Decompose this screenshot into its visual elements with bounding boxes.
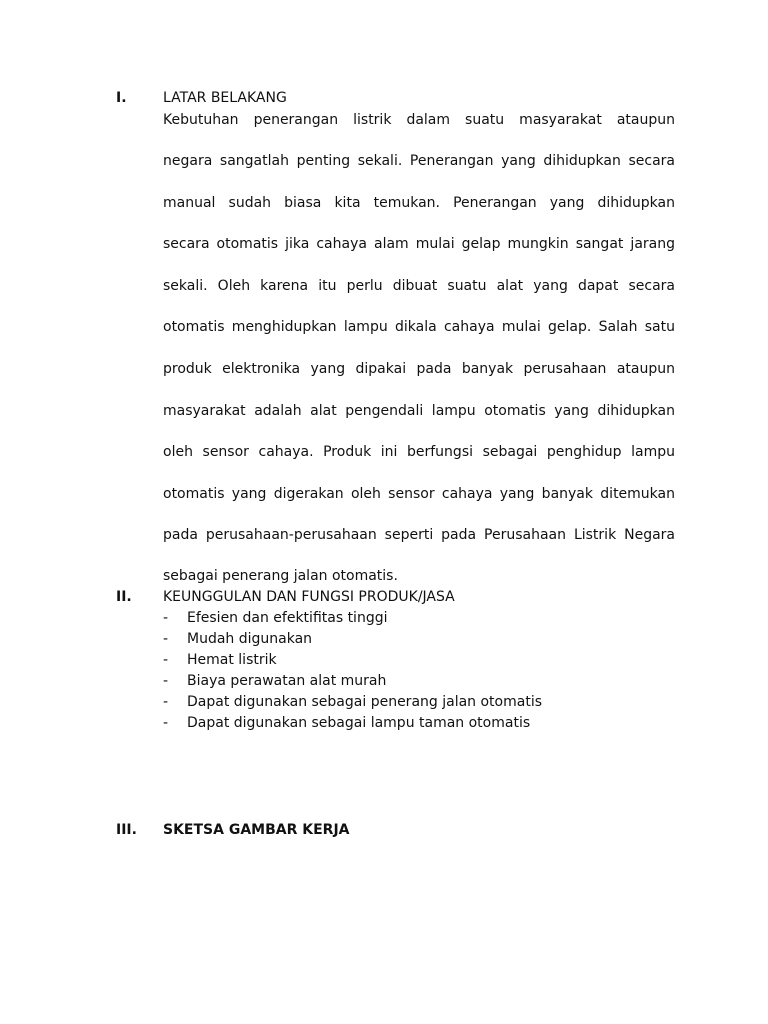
- list-item-text: Biaya perawatan alat murah: [187, 673, 387, 689]
- section-title: SKETSA GAMBAR KERJA: [163, 822, 350, 838]
- bullet-dash: -: [163, 652, 169, 668]
- paragraph-line: secara otomatis jika cahaya alam mulai gelap mungkin sangat jarang: [163, 236, 675, 252]
- paragraph-line: Kebutuhan penerangan listrik dalam suatu masyarakat ataupun: [163, 112, 675, 128]
- paragraph-line: otomatis menghidupkan lampu dikala cahaya mulai gelap. Salah satu: [163, 319, 675, 335]
- list-item-text: Dapat digunakan sebagai penerang jalan otomatis: [187, 694, 542, 710]
- list-item-text: Dapat digunakan sebagai lampu taman otomatis: [187, 715, 531, 731]
- section-title: LATAR BELAKANG: [163, 90, 287, 106]
- paragraph-line: oleh sensor cahaya. Produk ini berfungsi sebagai penghidup lampu: [163, 444, 675, 460]
- bullet-dash: -: [163, 610, 169, 626]
- bullet-dash: -: [163, 673, 169, 689]
- list-item-text: Hemat listrik: [187, 652, 277, 668]
- paragraph-line: pada perusahaan-perusahaan seperti pada Perusahaan Listrik Negara: [163, 527, 675, 543]
- section-number: III.: [116, 822, 137, 838]
- list-item-text: Mudah digunakan: [187, 631, 313, 647]
- paragraph-line: sekali. Oleh karena itu perlu dibuat suatu alat yang dapat secara: [163, 278, 675, 294]
- section-title: KEUNGGULAN DAN FUNGSI PRODUK/JASA: [163, 589, 455, 605]
- bullet-dash: -: [163, 715, 169, 731]
- bullet-dash: -: [163, 631, 169, 647]
- paragraph-line: manual sudah biasa kita temukan. Penerangan yang dihidupkan: [163, 195, 675, 211]
- paragraph-line: sebagai penerang jalan otomatis.: [163, 568, 398, 584]
- list-item-text: Efesien dan efektifitas tinggi: [187, 610, 388, 626]
- paragraph-line: masyarakat adalah alat pengendali lampu otomatis yang dihidupkan: [163, 403, 675, 419]
- paragraph-line: negara sangatlah penting sekali. Penerangan yang dihidupkan secara: [163, 153, 675, 169]
- paragraph-line: otomatis yang digerakan oleh sensor cahaya yang banyak ditemukan: [163, 486, 675, 502]
- paragraph-line: produk elektronika yang dipakai pada banyak perusahaan ataupun: [163, 361, 675, 377]
- section-number: I.: [116, 90, 127, 106]
- bullet-dash: -: [163, 694, 169, 710]
- section-number: II.: [116, 589, 132, 605]
